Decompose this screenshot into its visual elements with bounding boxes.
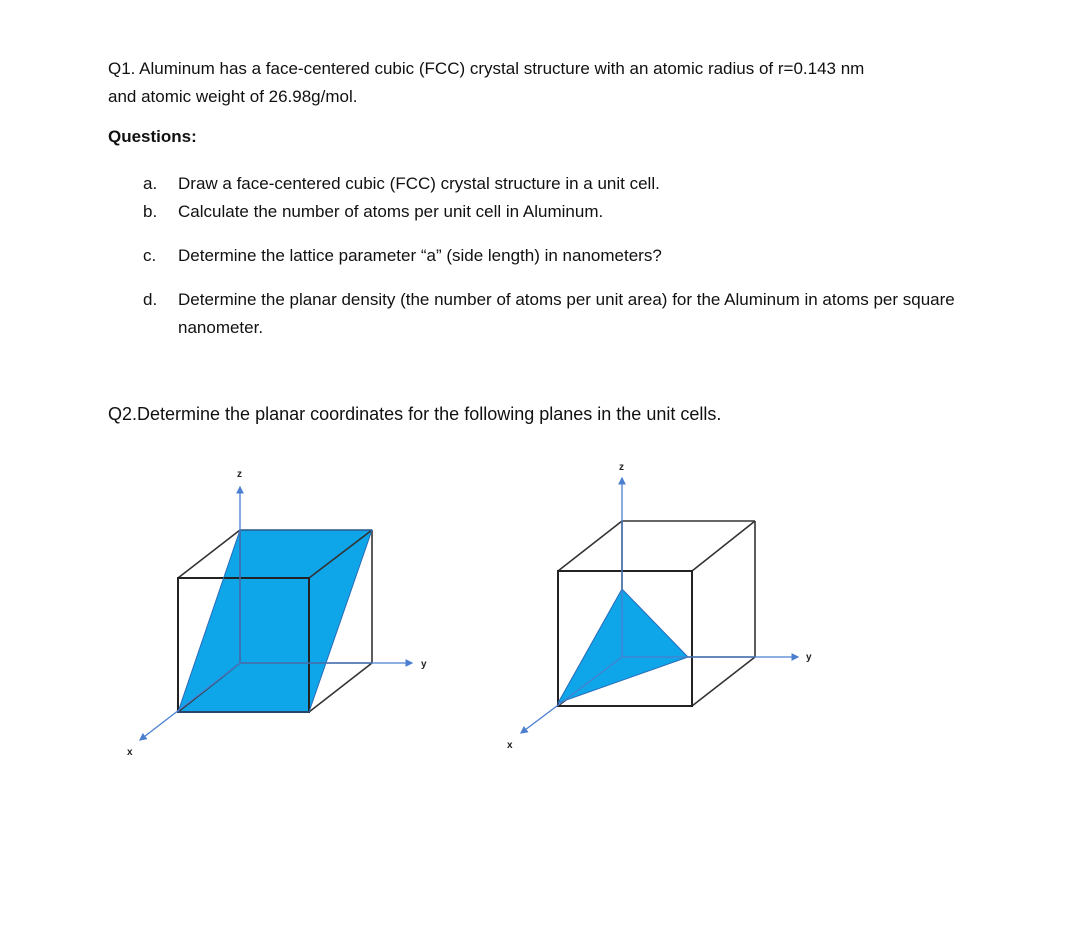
question-1-line-1: Q1. Aluminum has a face-centered cubic (FCC) crystal structure with an atomic radius of r=0.143 nm bbox=[108, 59, 865, 78]
x-axis-label: x bbox=[507, 740, 513, 751]
question-2-statement: Q2.Determine the planar coordinates for the following planes in the unit cells. bbox=[108, 404, 722, 424]
question-1-line-2: and atomic weight of 26.98g/mol. bbox=[108, 87, 358, 106]
item-text: Calculate the number of atoms per unit cell in Aluminum. bbox=[178, 202, 604, 221]
x-axis-label: x bbox=[127, 747, 133, 758]
crystal-plane-right bbox=[558, 589, 688, 703]
unit-cell-left bbox=[127, 469, 427, 758]
item-letter: c. bbox=[143, 246, 157, 265]
questions-heading: Questions: bbox=[108, 127, 197, 146]
y-axis-label: y bbox=[806, 652, 812, 663]
item-text: Determine the planar density (the number of atoms per unit area) for the Aluminum in atoms per square nanometer. bbox=[178, 290, 955, 337]
item-letter: a. bbox=[143, 174, 158, 193]
y-axis-label: y bbox=[421, 659, 427, 670]
item-text: Draw a face-centered cubic (FCC) crystal structure in a unit cell. bbox=[178, 174, 660, 193]
item-text: Determine the lattice parameter “a” (side length) in nanometers? bbox=[178, 246, 662, 265]
z-axis-label: z bbox=[619, 462, 624, 473]
unit-cell-right bbox=[507, 462, 812, 751]
item-letter: d. bbox=[143, 290, 158, 309]
z-axis-label: z bbox=[237, 469, 242, 480]
item-letter: b. bbox=[143, 202, 158, 221]
